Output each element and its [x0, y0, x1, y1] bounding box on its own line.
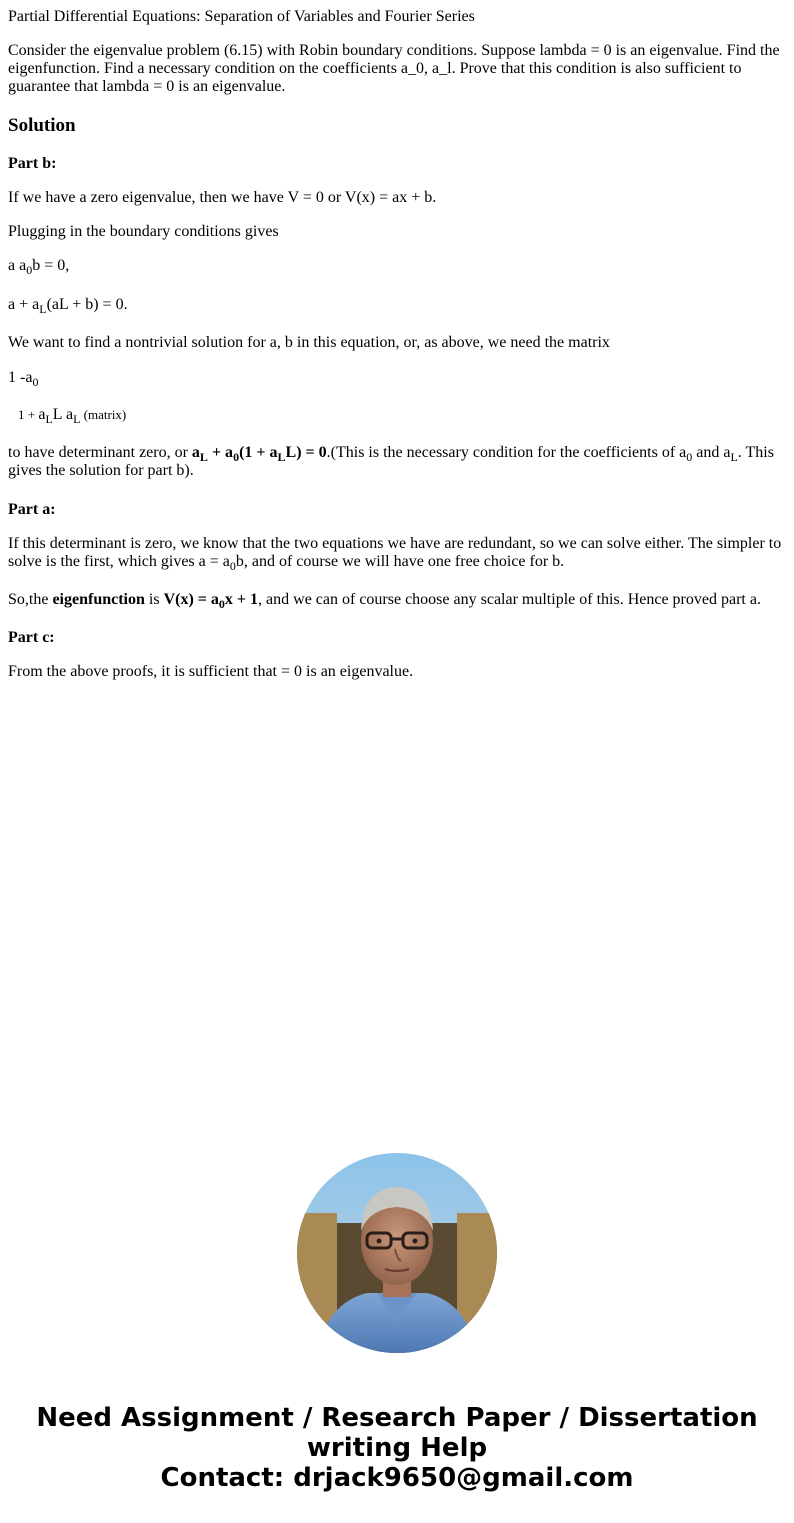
problem-statement: Consider the eigenvalue problem (6.15) with Robin boundary conditions. Suppose lambda = 0 is an eigenvalue. Find the eigenfunction. Find a necessary condition on the coefficients a_0, a_l. Prove that this condition is also sufficient to guarantee that lambda = 0 is an eigenvalue.: [8, 42, 780, 95]
sufficient-line: From the above proofs, it is sufficient that = 0 is an eigenvalue.: [8, 663, 414, 680]
solution-heading: Solution: [8, 115, 76, 136]
part-c-heading: Part c:: [8, 629, 55, 646]
nontrivial-line: We want to find a nontrivial solution for a, b in this equation, or, as above, we need the matrix: [8, 334, 610, 351]
matrix-row-1: 1 $-a_0$: [8, 369, 39, 390]
condition-formula: $a_L + a_0(1 + a_LL) = 0$: [191, 444, 327, 465]
plugging-line: Plugging in the boundary conditions gives: [8, 223, 279, 240]
matrix-row-2: $1 + a_LL$ $a_L$ (matrix): [18, 406, 127, 427]
equation-1: a $a_0b = 0$,: [8, 257, 70, 278]
avatar: [297, 1153, 497, 1353]
banner-contact-line: Contact: drjack9650@gmail.com: [160, 1463, 634, 1493]
banner-line-1: Need Assignment / Research Paper / Dissertation: [36, 1403, 758, 1433]
banner-line-2: writing Help: [306, 1433, 488, 1463]
part-b-heading: Part b:: [8, 155, 57, 172]
contact-banner: [0, 1403, 794, 1493]
document-title: Partial Differential Equations: Separation of Variables and Fourier Series: [8, 8, 475, 25]
equation-2: $a + a_L(aL + b) = 0$.: [8, 296, 128, 317]
zero-eigenvalue-line: If we have a zero eigenvalue, then we have V = 0 or V(x) = ax + b.: [8, 189, 437, 206]
eigenfunction-formula: $V(x) = a_0x + 1$: [163, 591, 259, 612]
part-a-heading: Part a:: [8, 501, 56, 518]
determinant-zero-line: If this determinant is zero, we know that the two equations we have are redundant, so we can solve either. The simpler to solve is the first, which gives $a = a_0b$, and of course we will have one free choice for b.: [8, 535, 782, 574]
eigenfunction-line: So,the eigenfunction is $V(x) = a_0x + 1$, and we can of course choose any scalar multiple of this. Hence proved part a.: [8, 591, 761, 612]
determinant-condition: to have determinant zero, or $a_L + a_0(1 + a_LL)$ = 0.(This is the necessary condition for the coefficients of $a_0$ and $a_L$. This gives the solution for part b).: [8, 444, 774, 479]
